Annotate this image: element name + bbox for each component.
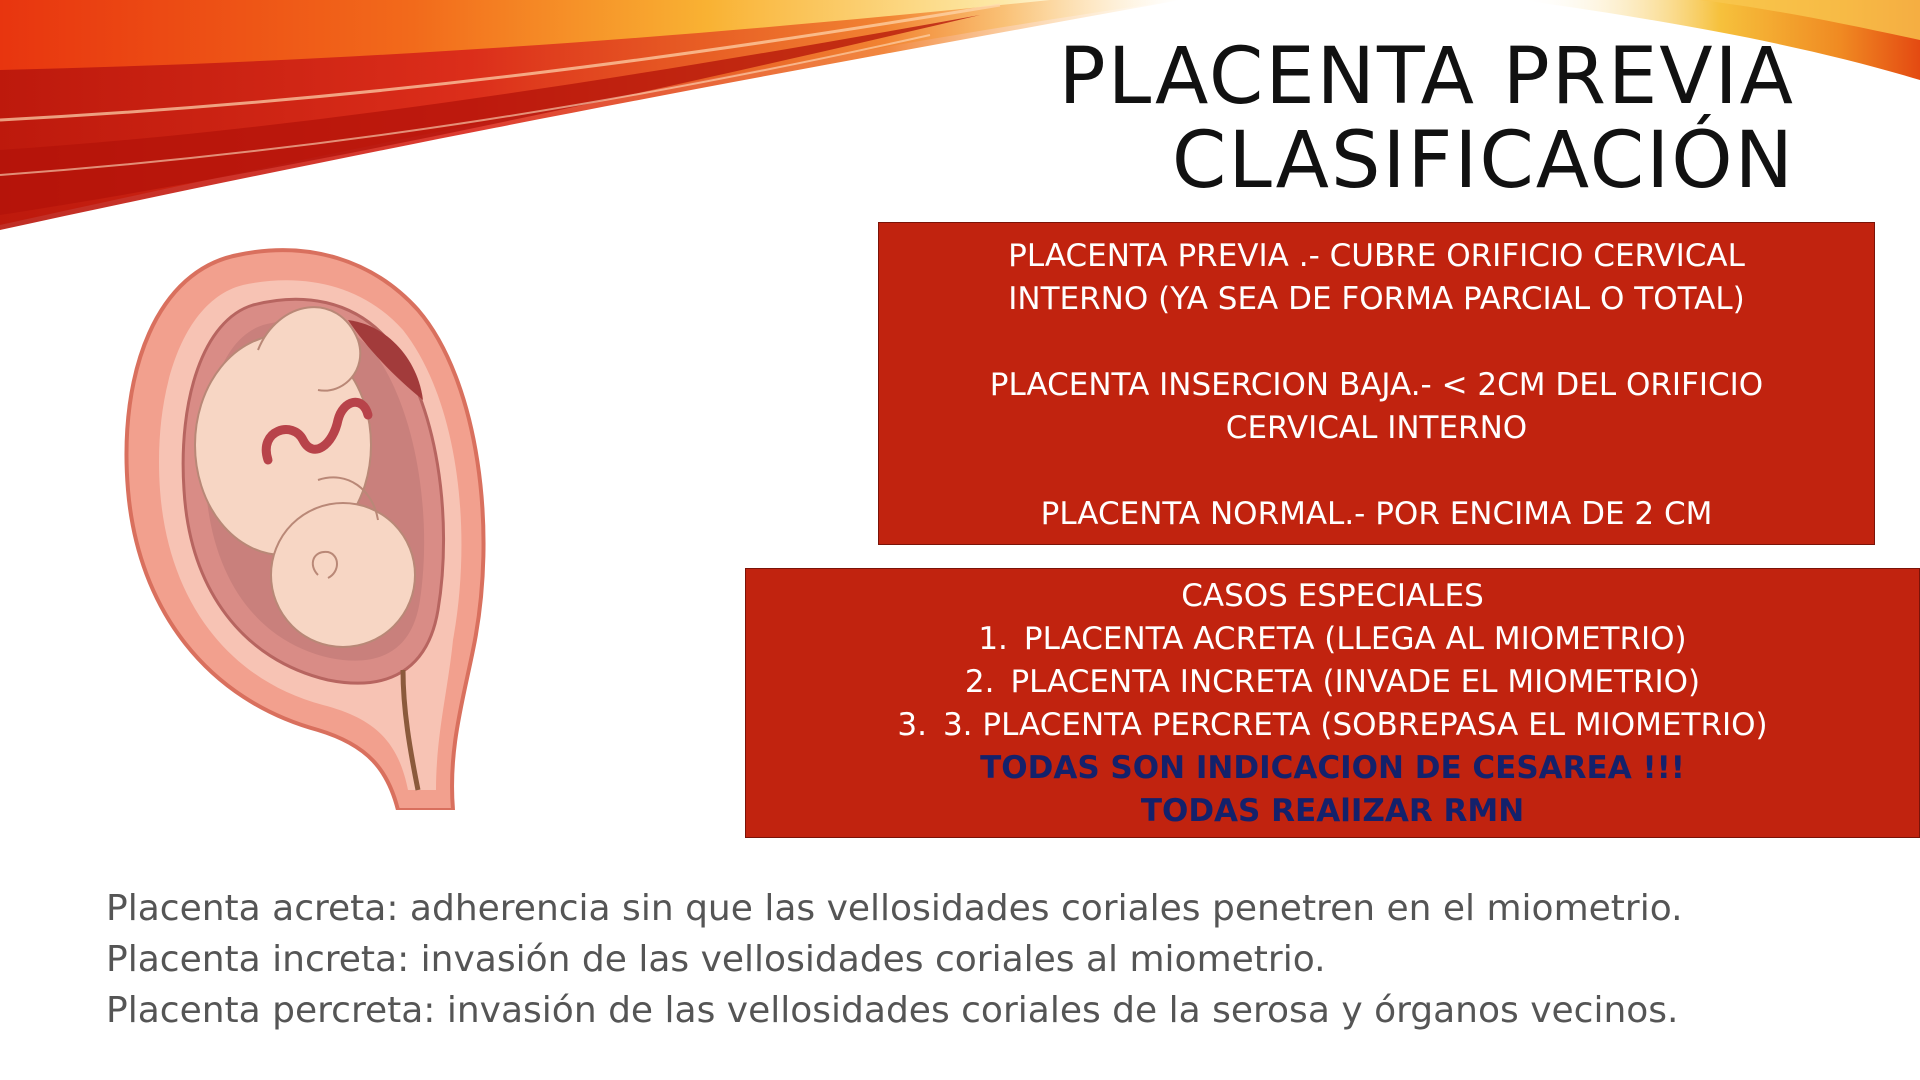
special-cases-box [745, 568, 1920, 838]
list-number: 1. [978, 621, 1008, 657]
definition-low-insertion-line-1: PLACENTA INSERCION BAJA.- < 2CM DEL ORIFICIO [989, 367, 1764, 403]
special-case-item [746, 661, 1919, 704]
footnote-increta: Placenta increta: invasión de las vellosidades coriales al miometrio. [106, 939, 1326, 980]
fetus-in-uterus-illustration [118, 230, 578, 810]
list-item-text: PLACENTA ACRETA (LLEGA AL MIOMETRIO) [1023, 621, 1687, 657]
footnote-acreta: Placenta acreta: adherencia sin que las vellosidades coriales penetren en el miometrio. [106, 888, 1683, 929]
list-number: 3. [897, 707, 927, 743]
definition-previa-line-2: INTERNO (YA SEA DE FORMA PARCIAL O TOTAL) [1008, 281, 1745, 317]
slide-title-line-2: CLASIFICACIÓN [1171, 116, 1795, 206]
footnotes [106, 883, 1683, 1036]
mri-indication-note: TODAS REAlIZAR RMN [1140, 793, 1525, 829]
list-item-text: PLACENTA INCRETA (INVADE EL MIOMETRIO) [1010, 664, 1701, 700]
definition-normal-line: PLACENTA NORMAL.- POR ENCIMA DE 2 CM [1040, 496, 1713, 532]
definitions-box [878, 222, 1875, 545]
definition-previa-line-1: PLACENTA PREVIA .- CUBRE ORIFICIO CERVICAL [1008, 238, 1745, 274]
list-item-text: 3. PLACENTA PERCRETA (SOBREPASA EL MIOMETRIO) [942, 707, 1768, 743]
special-case-item [746, 704, 1919, 747]
special-case-item [746, 618, 1919, 661]
spacer [879, 321, 1874, 364]
footnote-percreta: Placenta percreta: invasión de las vellosidades coriales de la serosa y órganos vecinos. [106, 990, 1679, 1031]
spacer [879, 450, 1874, 493]
cesarean-indication-note: TODAS SON INDICACION DE CESAREA !!! [980, 750, 1685, 786]
special-cases-heading: CASOS ESPECIALES [1181, 578, 1484, 614]
slide-title-line-1: PLACENTA PREVIA [1058, 32, 1795, 122]
list-number: 2. [964, 664, 995, 700]
definition-low-insertion-line-2: CERVICAL INTERNO [1225, 410, 1528, 446]
